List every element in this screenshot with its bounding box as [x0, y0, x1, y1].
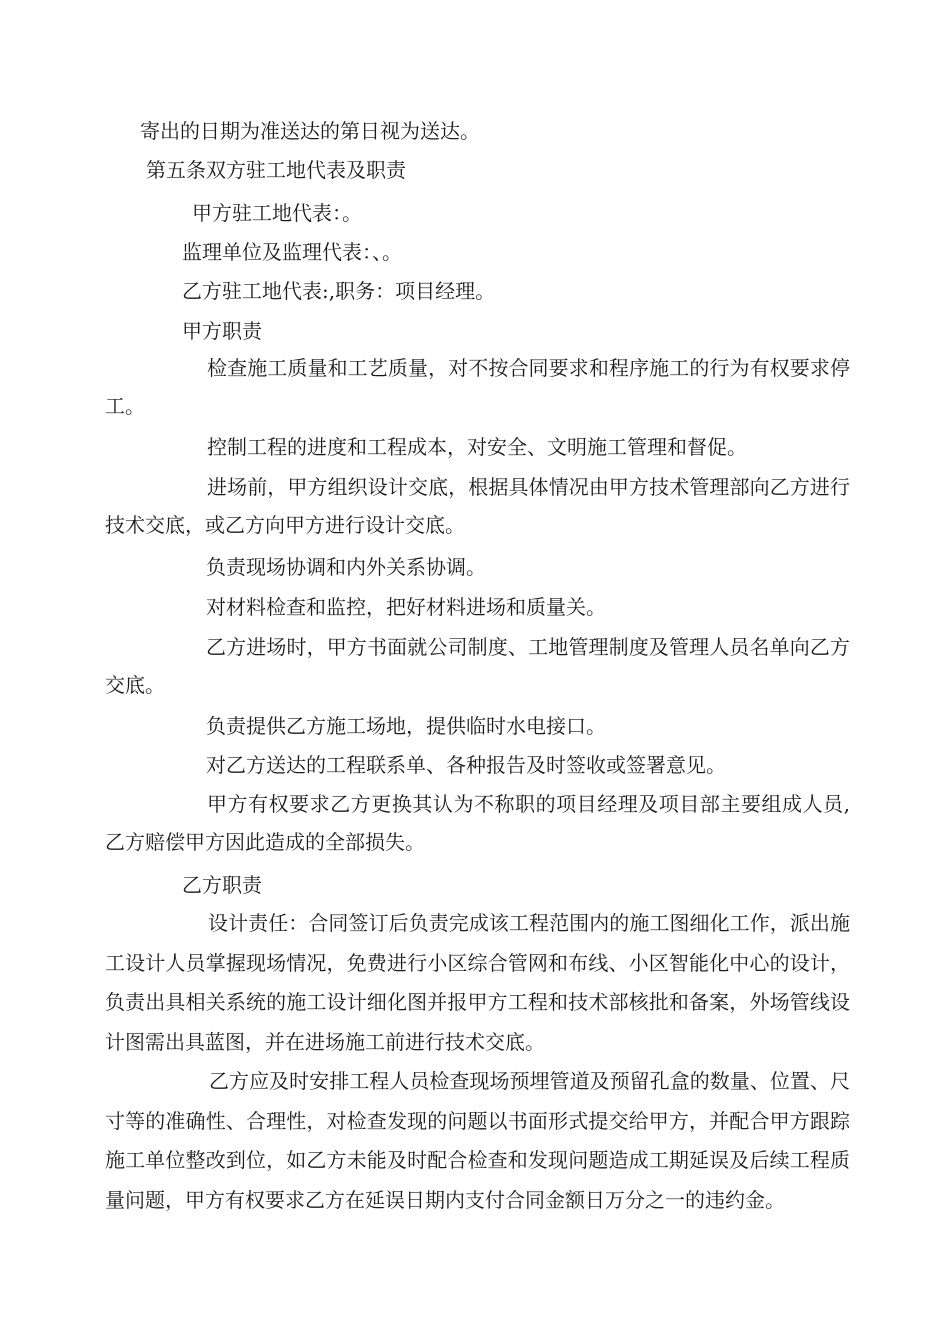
paragraph-site-coordination: 负责现场协调和内外关系协调。 [206, 555, 486, 579]
paragraph-manager-replacement: 甲方有权要求乙方更换其认为不称职的项目经理及项目部主要组成人员,乙方赔偿甲方因此造成的全部损失。 [105, 792, 850, 854]
paragraph-document-signoff: 对乙方送达的工程联系单、各种报告及时签收或签署意见。 [206, 753, 726, 777]
paragraph-delivery-date: 寄出的日期为准送达的第日视为送达。 [140, 119, 480, 143]
subheading-party-b-duties: 乙方职责 [182, 873, 262, 897]
paragraph-design-briefing: 进场前，甲方组织设计交底，根据具体情况由甲方技术管理部向乙方进行技术交底，或乙方向甲方进行设计交底。 [105, 475, 850, 537]
paragraph-party-a-representative: 甲方驻工地代表：。 [192, 201, 362, 225]
paragraph-site-provision: 负责提供乙方施工场地，提供临时水电接口。 [206, 714, 606, 738]
paragraph-entry-briefing: 乙方进场时，甲方书面就公司制度、工地管理制度及管理人员名单向乙方交底。 [105, 635, 850, 697]
paragraph-progress-control: 控制工程的进度和工程成本，对安全、文明施工管理和督促。 [207, 435, 747, 459]
paragraph-design-responsibility: 设计责任：合同签订后负责完成该工程范围内的施工图细化工作，派出施工设计人员掌握现场情况，免费进行小区综合管网和布线、小区智能化中心的设计，负责出具相关系统的施工设计细化图并报甲方工程和技术部核批和备案，外场管线设计图需出具蓝图，并在进场施工前进行技术交底。 [105, 911, 850, 1054]
section-heading-article-5: 第五条双方驻工地代表及职责 [146, 158, 406, 182]
paragraph-party-b-representative: 乙方驻工地代表:,职务：项目经理。 [182, 279, 496, 303]
paragraph-quality-inspection: 检查施工质量和工艺质量，对不按合同要求和程序施工的行为有权要求停工。 [105, 356, 850, 418]
paragraph-material-inspection: 对材料检查和监控，把好材料进场和质量关。 [206, 595, 606, 619]
paragraph-inspection-penalty: 乙方应及时安排工程人员检查现场预埋管道及预留孔盒的数量、位置、尺寸等的准确性、合理性，对检查发现的问题以书面形式提交给甲方，并配合甲方跟踪施工单位整改到位，如乙方未能及时配合检查和发现问题造成工期延误及后续工程质量问题，甲方有权要求乙方在延误日期内支付合同金额日万分之一的违约金。 [105, 1069, 850, 1212]
paragraph-supervisor-representative: 监理单位及监理代表：、。 [182, 240, 402, 264]
subheading-party-a-duties: 甲方职责 [182, 319, 262, 343]
